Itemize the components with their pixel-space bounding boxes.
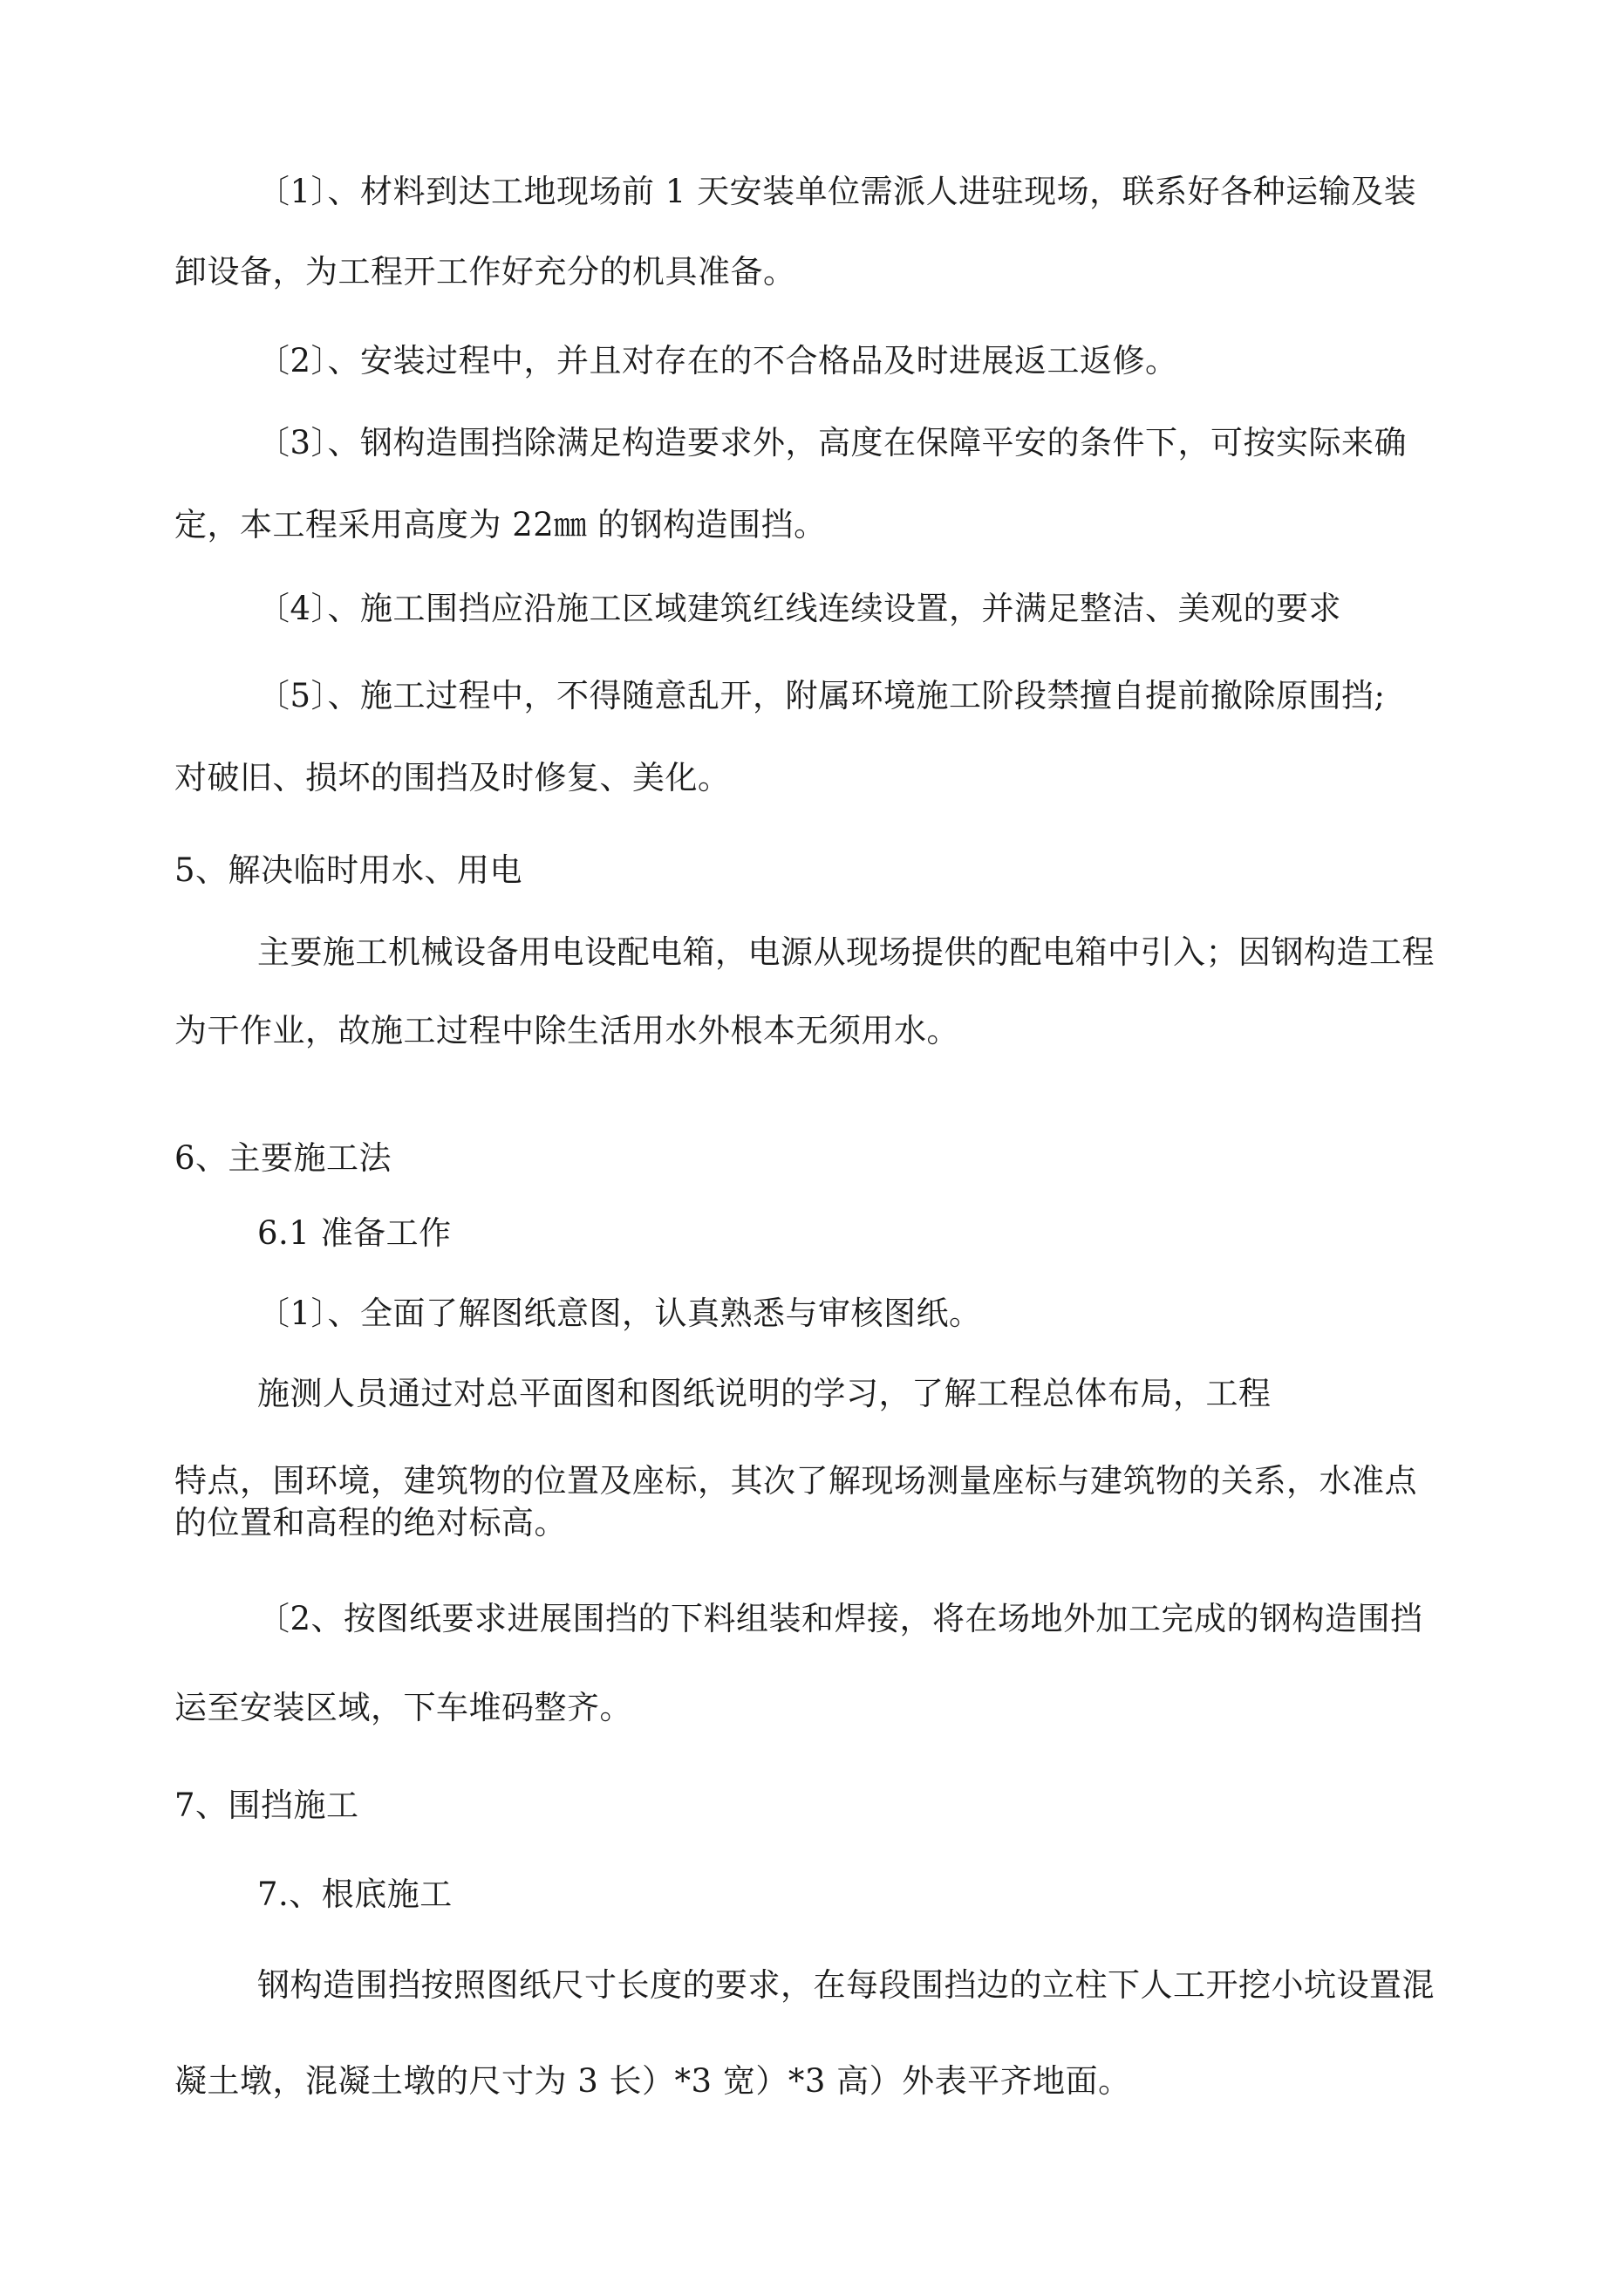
p10-line-2: 凝土墩，混凝土墩的尺寸为 3 长）*3 宽）*3 高）外表平齐地面。 (174, 2062, 1131, 2100)
heading-6-1: 6.1 准备工作 (257, 1214, 452, 1252)
p8-line-3: 的位置和高程的绝对标高。 (174, 1504, 567, 1541)
heading-7: 7、围挡施工 (174, 1787, 359, 1824)
p2: 〔2〕、安装过程中，并且对存在的不合格品及时进展返工返修。 (257, 342, 1178, 379)
p8-line-1: 施测人员通过对总平面图和图纸说明的学习，了解工程总体布局，工程 (257, 1375, 1272, 1412)
p10-line-1: 钢构造围挡按照图纸尺寸长度的要求，在每段围挡边的立柱下人工开挖小坑设置混 (257, 1966, 1435, 2004)
p1-line-2: 卸设备，为工程开工作好充分的机具准备。 (174, 253, 796, 290)
p6-line-1: 主要施工机械设备用电设配电箱，电源从现场提供的配电箱中引入；因钢构造工程 (257, 933, 1435, 971)
heading-5: 5、解决临时用水、用电 (174, 851, 523, 889)
p8-line-2: 特点，围环境，建筑物的位置及座标，其次了解现场测量座标与建筑物的关系，水准点 (174, 1462, 1417, 1500)
p1-line-1: 〔1〕、材料到达工地现场前 1 天安装单位需派人进驻现场，联系好各种运输及装 (257, 173, 1417, 210)
p4: 〔4〕、施工围挡应沿施工区域建筑红线连续设置，并满足整洁、美观的要求 (257, 590, 1342, 627)
heading-7-1: 7.、根底施工 (257, 1876, 453, 1913)
p9-line-2: 运至安装区域，下车堆码整齐。 (174, 1689, 632, 1726)
p9-line-1: 〔2、按图纸要求进展围挡的下料组装和焊接，将在场地外加工完成的钢构造围挡 (257, 1600, 1423, 1637)
p3-line-2: 定，本工程采用高度为 22㎜ 的钢构造围挡。 (174, 506, 827, 543)
heading-6: 6、主要施工法 (174, 1139, 392, 1177)
p6-line-2: 为干作业，故施工过程中除生活用水外根本无须用水。 (174, 1012, 959, 1049)
p7: 〔1〕、全面了解图纸意图，认真熟悉与审核图纸。 (257, 1295, 982, 1332)
p5-line-2: 对破旧、损坏的围挡及时修复、美化。 (174, 759, 731, 796)
p3-line-1: 〔3〕、钢构造围挡除满足构造要求外，高度在保障平安的条件下，可按实际来确 (257, 424, 1408, 461)
p5-line-1: 〔5〕、施工过程中，不得随意乱开，附属环境施工阶段禁擅自提前撤除原围挡; (257, 677, 1386, 714)
